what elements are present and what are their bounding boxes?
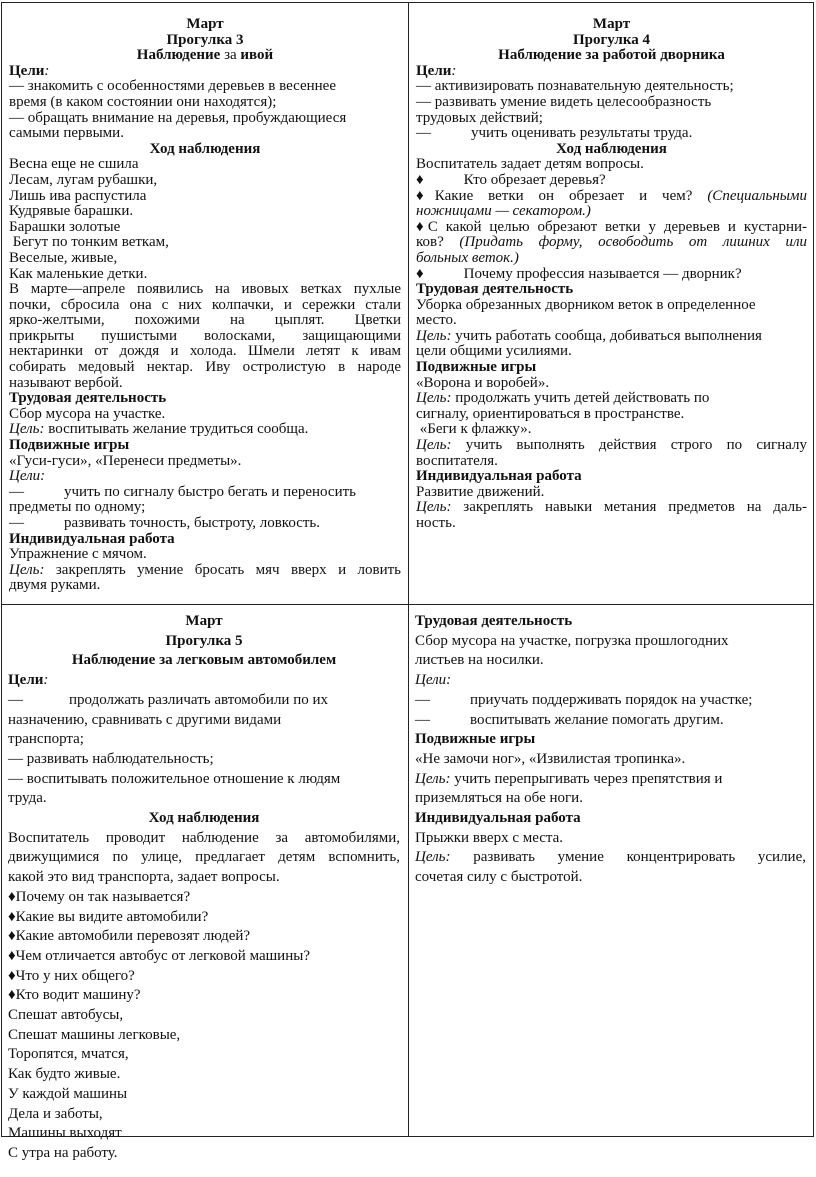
- question-answer: больных веток.): [416, 249, 519, 266]
- intro-line: движущимися по улице, предлагает детям вспомнить,: [8, 849, 400, 866]
- games-goal: Цель: учить перепрыгивать через препятствия и: [415, 770, 723, 787]
- goal-line: назначению, сравнивать с другими видами: [8, 711, 282, 728]
- game-goal: воспитателя.: [416, 452, 498, 469]
- question-item: ♦Что у них общего?: [8, 967, 135, 984]
- poem-line: С утра на работу.: [8, 1144, 118, 1161]
- labor-text: Уборка обрезанных дворником веток в определенное: [416, 296, 756, 313]
- poem-line: Лесам, лугам рубашки,: [9, 171, 158, 188]
- diamond-bullet-icon: ♦: [8, 908, 16, 925]
- diamond-bullet-icon: ♦: [8, 987, 16, 1004]
- poem-line: Спешат автобусы,: [8, 1007, 124, 1024]
- observation-heading: Ход наблюдения: [148, 810, 260, 827]
- walk-subtitle: Наблюдение за ивой: [136, 47, 274, 64]
- paragraph-line: ярко-желтыми, похожими на цыплят. Цветки: [9, 312, 401, 329]
- observation-heading: Ход наблюдения: [556, 140, 667, 157]
- question-item: ♦ Кто обрезает деревья?: [416, 171, 606, 188]
- individual-heading: Индивидуальная работа: [416, 468, 582, 485]
- games-text: «Не замочи ног», «Извилистая тропинка».: [415, 750, 686, 767]
- goal-line: трудовых действий;: [416, 109, 543, 126]
- poem-line: Машины выходят: [8, 1125, 122, 1142]
- question-item: ♦Какие автомобили перевозят людей?: [8, 928, 251, 945]
- month-heading: Март: [186, 16, 224, 32]
- games-heading: Подвижные игры: [9, 437, 130, 454]
- lower-row: [1, 2, 814, 1161]
- question-item: ♦Кто водит машину?: [8, 987, 141, 1004]
- individual-text: Прыжки вверх с места.: [415, 829, 564, 846]
- goal-line: — активизировать познавательную деятельность;: [416, 78, 734, 95]
- goal-line: — учить оценивать результаты труда.: [416, 125, 693, 142]
- paragraph-line: почки, сбросила она с них колпачки, и сережки стали: [9, 296, 401, 313]
- walk-title: Прогулка 4: [572, 31, 651, 48]
- month-heading: Март: [185, 613, 223, 629]
- poem-line: Дела и заботы,: [8, 1105, 103, 1122]
- observation-intro: Воспитатель задает детям вопросы.: [416, 156, 644, 173]
- poem-line: Торопятся, мчатся,: [8, 1046, 129, 1063]
- games-text: «Гуси-гуси», «Перенеси предметы».: [9, 452, 242, 469]
- labor-goal: Цель: воспитывать желание трудиться сообща.: [9, 421, 309, 438]
- poem-line: Как будто живые.: [8, 1066, 121, 1083]
- diamond-bullet-icon: ♦: [8, 967, 16, 984]
- goal-line: — развивать умение видеть целесообразность: [416, 93, 712, 110]
- games-goal-line: — развивать точность, быстроту, ловкость.: [9, 515, 320, 531]
- goals-label: Цели:: [9, 62, 50, 79]
- poem-line: Кудрявые барашки.: [9, 203, 134, 220]
- walk-5-cell: [1, 604, 407, 1161]
- walk-subtitle: Наблюдение за работой дворника: [498, 47, 725, 64]
- goal-line: — воспитывать положительное отношение к людям: [8, 770, 341, 787]
- individual-goal: двумя руками.: [9, 577, 101, 594]
- labor-text: Сбор мусора на участке, погрузка прошлогодних: [415, 632, 729, 649]
- walk-subtitle: Наблюдение за легковым автомобилем: [71, 652, 337, 669]
- goals-label: Цели:: [8, 672, 49, 689]
- poem-line: Весна еще не сшила: [9, 156, 139, 173]
- poem-line: Как маленькие детки.: [9, 265, 148, 282]
- individual-heading: Индивидуальная работа: [9, 530, 175, 547]
- individual-goal: сочетая силу с быстротой.: [415, 869, 583, 886]
- question-item: ♦Какие ветки он обрезает и чем? (Специальными: [416, 187, 808, 204]
- games-heading: Подвижные игры: [416, 359, 537, 376]
- labor-goal: Цель: учить работать сообща, добиваться выполнения: [416, 327, 762, 344]
- diamond-bullet-icon: ♦: [8, 947, 16, 964]
- question-item: ♦С какой целью обрезают ветки у деревьев и кустарни-: [416, 218, 808, 235]
- individual-text: Развитие движений.: [416, 483, 545, 500]
- walk-5-continued-cell: [408, 604, 813, 1135]
- paragraph-line: нектаринки от дождя и холода. Шмели летят к ивам: [9, 343, 401, 360]
- goal-line: — развивать наблюдательность;: [8, 750, 214, 767]
- labor-goal-line: — приучать поддерживать порядок на участке;: [415, 691, 753, 708]
- diamond-bullet-icon: ♦: [416, 171, 424, 188]
- question-item: ♦ Почему профессия называется — дворник?: [416, 265, 742, 282]
- game-goal: Цель: учить выполнять действия строго по сигналу: [416, 437, 807, 454]
- game-goal: Цель: продолжать учить детей действовать по: [416, 390, 710, 407]
- question-item: ♦Чем отличается автобус от легковой машины?: [8, 947, 310, 964]
- goal-line: — знакомить с особенностями деревьев в весеннее: [9, 78, 336, 95]
- individual-goal: Цель: закреплять умение бросать мяч вверх и ловить: [9, 561, 401, 578]
- poem-line: У каждой машины: [8, 1085, 128, 1102]
- game-item: «Беги к флажку».: [416, 421, 532, 438]
- individual-text: Упражнение с мячом.: [9, 546, 147, 563]
- diamond-bullet-icon: ♦: [8, 888, 16, 905]
- goal-line: труда.: [8, 790, 47, 807]
- labor-goal-line: — воспитывать желание помогать другим.: [415, 711, 724, 728]
- game-item: «Ворона и воробей».: [416, 374, 550, 391]
- paragraph-line: называют вербой.: [9, 374, 123, 391]
- individual-goal: ность.: [416, 515, 456, 531]
- poem-line: Барашки золотые: [9, 218, 121, 235]
- observation-heading: Ход наблюдения: [149, 140, 261, 157]
- games-goal: приземляться на обе ноги.: [415, 790, 583, 807]
- games-goal-line: — учить по сигналу быстро бегать и переносить: [9, 483, 357, 500]
- poem-line: Лишь ива распустила: [9, 187, 147, 204]
- individual-goal: Цель: закреплять навыки метания предметов на даль-: [416, 499, 807, 516]
- question-item: ков? (Придать форму, освободить от лишних или: [416, 234, 807, 251]
- walk-title: Прогулка 3: [166, 31, 244, 48]
- diamond-bullet-icon: ♦: [8, 928, 16, 945]
- labor-goals-label: Цели:: [415, 672, 452, 689]
- labor-text: место.: [416, 312, 457, 329]
- poem-line: Веселые, живые,: [9, 249, 118, 266]
- labor-heading: Трудовая деятельность: [9, 390, 167, 407]
- labor-text: Сбор мусора на участке.: [9, 405, 166, 422]
- labor-heading: Трудовая деятельность: [416, 281, 574, 298]
- poem-line: Спешат машины легковые,: [8, 1026, 181, 1043]
- diamond-bullet-icon: ♦: [416, 265, 424, 282]
- paragraph-line: собирать медовый нектар. Иву остролистую в народе: [9, 359, 401, 376]
- labor-goal: цели общими усилиями.: [416, 343, 572, 360]
- goals-label: Цели:: [416, 62, 457, 79]
- goal-line: самыми первыми.: [9, 125, 124, 142]
- games-goal-line: предметы по одному;: [9, 499, 146, 516]
- individual-heading: Индивидуальная работа: [415, 810, 581, 827]
- games-goals-label: Цели:: [9, 468, 46, 485]
- question-item: ♦Какие вы видите автомобили?: [8, 908, 209, 925]
- month-heading: Март: [592, 16, 631, 32]
- games-heading: Подвижные игры: [415, 731, 536, 748]
- question-item: ♦Почему он так называется?: [8, 888, 191, 905]
- intro-line: Воспитатель проводит наблюдение за автомобилями,: [8, 829, 400, 846]
- goal-line: — продолжать различать автомобили по их: [8, 691, 329, 708]
- diamond-bullet-icon: ♦: [416, 187, 435, 204]
- diamond-bullet-icon: ♦: [416, 218, 428, 235]
- paragraph-line: прикрыты пушистыми волосками, защищающими: [9, 327, 401, 344]
- poem-line: Бегут по тонким веткам,: [9, 234, 169, 251]
- game-goal: сигналу, ориентироваться в пространстве.: [416, 405, 685, 422]
- goal-line: — обращать внимание на деревья, пробуждающиеся: [9, 109, 347, 126]
- labor-heading: Трудовая деятельность: [415, 613, 573, 629]
- intro-line: какой это вид транспорта, задает вопросы.: [8, 869, 280, 886]
- labor-text: листьев на носилки.: [415, 652, 544, 669]
- paragraph-line: В марте—апреле появились на ивовых ветках пухлые: [9, 281, 401, 298]
- walk-title: Прогулка 5: [165, 632, 243, 649]
- goal-line: транспорта;: [8, 731, 84, 748]
- individual-goal: Цель: развивать умение концентрировать усилие,: [415, 849, 806, 866]
- question-answer: ножницами — секатором.): [416, 203, 591, 220]
- goal-line: время (в каком состоянии они находятся);: [9, 93, 277, 110]
